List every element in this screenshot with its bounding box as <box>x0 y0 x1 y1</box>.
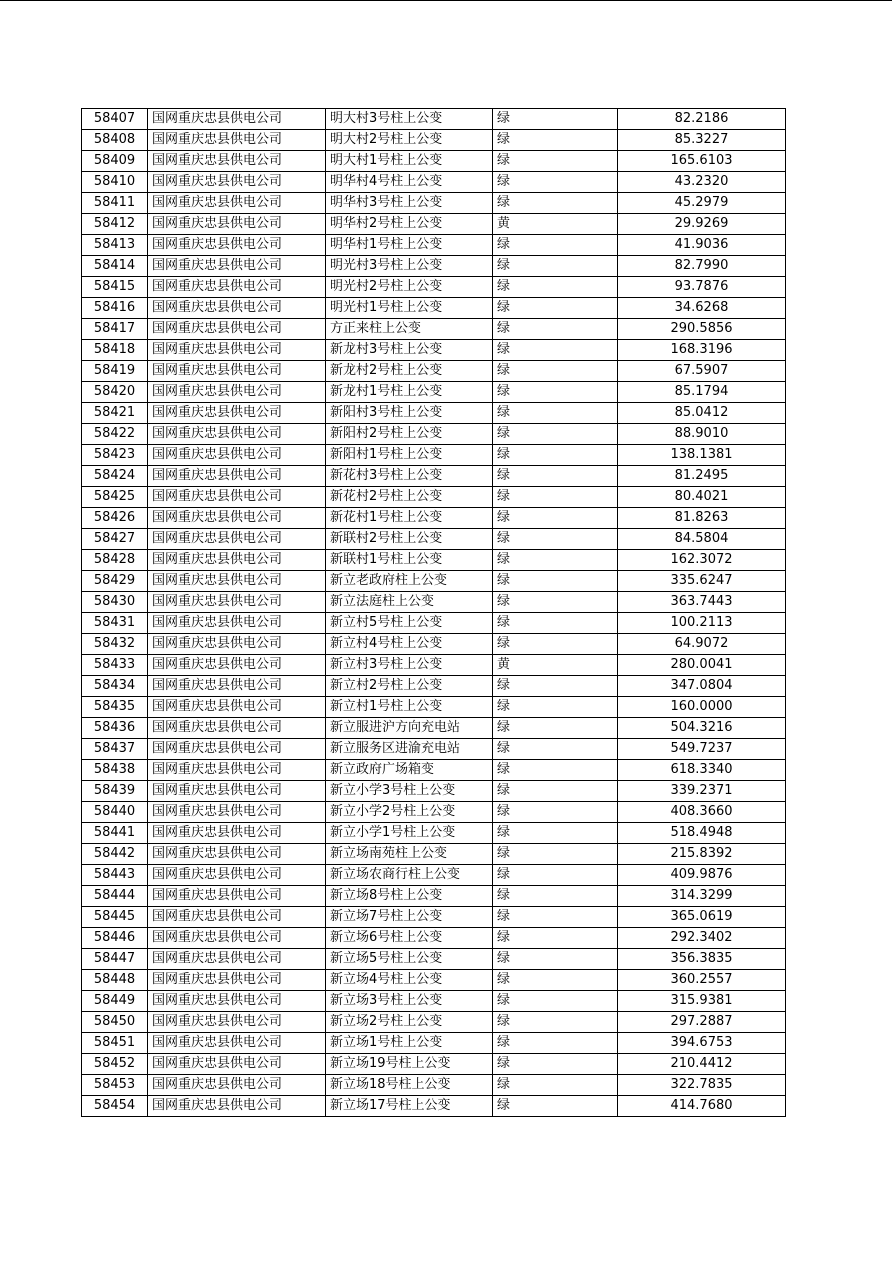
value-cell: 322.7835 <box>618 1075 786 1096</box>
station-cell: 新立场18号柱上公变 <box>326 1075 493 1096</box>
table-row <box>82 970 786 991</box>
row-id-cell: 58412 <box>82 214 148 235</box>
row-id-cell: 58449 <box>82 991 148 1012</box>
station-cell: 新立服进沪方向充电站 <box>326 718 493 739</box>
value-cell: 34.6268 <box>618 298 786 319</box>
status-color-cell: 绿 <box>493 109 618 130</box>
status-color-cell: 绿 <box>493 130 618 151</box>
value-cell: 618.3340 <box>618 760 786 781</box>
table-row <box>82 844 786 865</box>
value-cell: 280.0041 <box>618 655 786 676</box>
table-row <box>82 676 786 697</box>
value-cell: 82.7990 <box>618 256 786 277</box>
station-cell: 新立村2号柱上公变 <box>326 676 493 697</box>
station-cell: 明光村3号柱上公变 <box>326 256 493 277</box>
status-color-cell: 绿 <box>493 403 618 424</box>
row-id-cell: 58446 <box>82 928 148 949</box>
row-id-cell: 58444 <box>82 886 148 907</box>
value-cell: 82.2186 <box>618 109 786 130</box>
page-top-rule <box>0 0 892 1</box>
table-row <box>82 382 786 403</box>
status-color-cell: 绿 <box>493 1012 618 1033</box>
station-cell: 新立场1号柱上公变 <box>326 1033 493 1054</box>
row-id-cell: 58453 <box>82 1075 148 1096</box>
station-cell: 新立场17号柱上公变 <box>326 1096 493 1117</box>
company-cell: 国网重庆忠县供电公司 <box>148 1033 326 1054</box>
company-cell: 国网重庆忠县供电公司 <box>148 676 326 697</box>
station-cell: 新立村1号柱上公变 <box>326 697 493 718</box>
status-color-cell: 绿 <box>493 886 618 907</box>
company-cell: 国网重庆忠县供电公司 <box>148 991 326 1012</box>
station-cell: 方正来柱上公变 <box>326 319 493 340</box>
row-id-cell: 58424 <box>82 466 148 487</box>
station-cell: 新立场4号柱上公变 <box>326 970 493 991</box>
status-color-cell: 绿 <box>493 445 618 466</box>
data-table-body <box>82 109 786 1117</box>
row-id-cell: 58430 <box>82 592 148 613</box>
row-id-cell: 58450 <box>82 1012 148 1033</box>
table-row <box>82 1054 786 1075</box>
station-cell: 新立场5号柱上公变 <box>326 949 493 970</box>
row-id-cell: 58414 <box>82 256 148 277</box>
station-cell: 新立小学2号柱上公变 <box>326 802 493 823</box>
company-cell: 国网重庆忠县供电公司 <box>148 487 326 508</box>
table-row <box>82 151 786 172</box>
status-color-cell: 绿 <box>493 949 618 970</box>
row-id-cell: 58448 <box>82 970 148 991</box>
row-id-cell: 58432 <box>82 634 148 655</box>
row-id-cell: 58440 <box>82 802 148 823</box>
value-cell: 408.3660 <box>618 802 786 823</box>
status-color-cell: 绿 <box>493 823 618 844</box>
value-cell: 414.7680 <box>618 1096 786 1117</box>
status-color-cell: 绿 <box>493 907 618 928</box>
station-cell: 新立服务区进渝充电站 <box>326 739 493 760</box>
table-row <box>82 823 786 844</box>
station-cell: 明华村1号柱上公变 <box>326 235 493 256</box>
station-cell: 新立法庭柱上公变 <box>326 592 493 613</box>
row-id-cell: 58419 <box>82 361 148 382</box>
status-color-cell: 绿 <box>493 382 618 403</box>
row-id-cell: 58408 <box>82 130 148 151</box>
status-color-cell: 绿 <box>493 676 618 697</box>
company-cell: 国网重庆忠县供电公司 <box>148 739 326 760</box>
row-id-cell: 58407 <box>82 109 148 130</box>
row-id-cell: 58410 <box>82 172 148 193</box>
station-cell: 新立老政府柱上公变 <box>326 571 493 592</box>
table-row <box>82 277 786 298</box>
row-id-cell: 58425 <box>82 487 148 508</box>
company-cell: 国网重庆忠县供电公司 <box>148 802 326 823</box>
value-cell: 67.5907 <box>618 361 786 382</box>
status-color-cell: 绿 <box>493 550 618 571</box>
status-color-cell: 绿 <box>493 529 618 550</box>
company-cell: 国网重庆忠县供电公司 <box>148 466 326 487</box>
table-row <box>82 1012 786 1033</box>
table-row <box>82 592 786 613</box>
row-id-cell: 58435 <box>82 697 148 718</box>
company-cell: 国网重庆忠县供电公司 <box>148 403 326 424</box>
value-cell: 88.9010 <box>618 424 786 445</box>
company-cell: 国网重庆忠县供电公司 <box>148 445 326 466</box>
status-color-cell: 绿 <box>493 1054 618 1075</box>
company-cell: 国网重庆忠县供电公司 <box>148 508 326 529</box>
table-row <box>82 214 786 235</box>
status-color-cell: 绿 <box>493 928 618 949</box>
value-cell: 160.0000 <box>618 697 786 718</box>
status-color-cell: 绿 <box>493 1075 618 1096</box>
value-cell: 81.8263 <box>618 508 786 529</box>
station-cell: 新立村4号柱上公变 <box>326 634 493 655</box>
company-cell: 国网重庆忠县供电公司 <box>148 970 326 991</box>
station-cell: 明光村1号柱上公变 <box>326 298 493 319</box>
company-cell: 国网重庆忠县供电公司 <box>148 214 326 235</box>
status-color-cell: 绿 <box>493 844 618 865</box>
table-row <box>82 298 786 319</box>
status-color-cell: 绿 <box>493 508 618 529</box>
value-cell: 339.2371 <box>618 781 786 802</box>
row-id-cell: 58434 <box>82 676 148 697</box>
table-row <box>82 424 786 445</box>
company-cell: 国网重庆忠县供电公司 <box>148 928 326 949</box>
table-row <box>82 361 786 382</box>
station-cell: 新立村5号柱上公变 <box>326 613 493 634</box>
station-cell: 新立场6号柱上公变 <box>326 928 493 949</box>
station-cell: 新立场8号柱上公变 <box>326 886 493 907</box>
table-row <box>82 886 786 907</box>
table-row <box>82 634 786 655</box>
value-cell: 314.3299 <box>618 886 786 907</box>
company-cell: 国网重庆忠县供电公司 <box>148 634 326 655</box>
station-cell: 明大村3号柱上公变 <box>326 109 493 130</box>
station-cell: 新立小学3号柱上公变 <box>326 781 493 802</box>
status-color-cell: 绿 <box>493 802 618 823</box>
table-row <box>82 172 786 193</box>
row-id-cell: 58438 <box>82 760 148 781</box>
station-cell: 明华村4号柱上公变 <box>326 172 493 193</box>
company-cell: 国网重庆忠县供电公司 <box>148 424 326 445</box>
station-cell: 新立场2号柱上公变 <box>326 1012 493 1033</box>
row-id-cell: 58416 <box>82 298 148 319</box>
status-color-cell: 绿 <box>493 151 618 172</box>
row-id-cell: 58454 <box>82 1096 148 1117</box>
value-cell: 64.9072 <box>618 634 786 655</box>
table-row <box>82 781 786 802</box>
station-cell: 新花村1号柱上公变 <box>326 508 493 529</box>
station-cell: 新立场19号柱上公变 <box>326 1054 493 1075</box>
station-cell: 新立村3号柱上公变 <box>326 655 493 676</box>
station-cell: 明光村2号柱上公变 <box>326 277 493 298</box>
company-cell: 国网重庆忠县供电公司 <box>148 571 326 592</box>
station-cell: 明大村2号柱上公变 <box>326 130 493 151</box>
row-id-cell: 58409 <box>82 151 148 172</box>
table-row <box>82 865 786 886</box>
row-id-cell: 58415 <box>82 277 148 298</box>
value-cell: 365.0619 <box>618 907 786 928</box>
value-cell: 549.7237 <box>618 739 786 760</box>
value-cell: 81.2495 <box>618 466 786 487</box>
station-cell: 新立场7号柱上公变 <box>326 907 493 928</box>
company-cell: 国网重庆忠县供电公司 <box>148 613 326 634</box>
company-cell: 国网重庆忠县供电公司 <box>148 844 326 865</box>
table-row <box>82 235 786 256</box>
value-cell: 215.8392 <box>618 844 786 865</box>
row-id-cell: 58439 <box>82 781 148 802</box>
row-id-cell: 58443 <box>82 865 148 886</box>
company-cell: 国网重庆忠县供电公司 <box>148 886 326 907</box>
status-color-cell: 绿 <box>493 718 618 739</box>
value-cell: 162.3072 <box>618 550 786 571</box>
table-row <box>82 991 786 1012</box>
status-color-cell: 绿 <box>493 760 618 781</box>
company-cell: 国网重庆忠县供电公司 <box>148 1054 326 1075</box>
value-cell: 168.3196 <box>618 340 786 361</box>
value-cell: 347.0804 <box>618 676 786 697</box>
row-id-cell: 58418 <box>82 340 148 361</box>
table-row <box>82 109 786 130</box>
table-row <box>82 256 786 277</box>
row-id-cell: 58411 <box>82 193 148 214</box>
company-cell: 国网重庆忠县供电公司 <box>148 1075 326 1096</box>
status-color-cell: 绿 <box>493 613 618 634</box>
value-cell: 43.2320 <box>618 172 786 193</box>
row-id-cell: 58426 <box>82 508 148 529</box>
row-id-cell: 58451 <box>82 1033 148 1054</box>
table-row <box>82 739 786 760</box>
row-id-cell: 58417 <box>82 319 148 340</box>
row-id-cell: 58452 <box>82 1054 148 1075</box>
status-color-cell: 绿 <box>493 697 618 718</box>
status-color-cell: 绿 <box>493 361 618 382</box>
table-row <box>82 718 786 739</box>
company-cell: 国网重庆忠县供电公司 <box>148 718 326 739</box>
company-cell: 国网重庆忠县供电公司 <box>148 340 326 361</box>
company-cell: 国网重庆忠县供电公司 <box>148 655 326 676</box>
row-id-cell: 58423 <box>82 445 148 466</box>
value-cell: 315.9381 <box>618 991 786 1012</box>
row-id-cell: 58421 <box>82 403 148 424</box>
value-cell: 210.4412 <box>618 1054 786 1075</box>
status-color-cell: 绿 <box>493 193 618 214</box>
row-id-cell: 58437 <box>82 739 148 760</box>
company-cell: 国网重庆忠县供电公司 <box>148 529 326 550</box>
value-cell: 93.7876 <box>618 277 786 298</box>
status-color-cell: 绿 <box>493 634 618 655</box>
company-cell: 国网重庆忠县供电公司 <box>148 550 326 571</box>
row-id-cell: 58445 <box>82 907 148 928</box>
status-color-cell: 绿 <box>493 424 618 445</box>
table-row <box>82 319 786 340</box>
station-cell: 新联村1号柱上公变 <box>326 550 493 571</box>
company-cell: 国网重庆忠县供电公司 <box>148 760 326 781</box>
value-cell: 41.9036 <box>618 235 786 256</box>
table-row <box>82 760 786 781</box>
table-row <box>82 550 786 571</box>
table-row <box>82 193 786 214</box>
company-cell: 国网重庆忠县供电公司 <box>148 907 326 928</box>
row-id-cell: 58436 <box>82 718 148 739</box>
company-cell: 国网重庆忠县供电公司 <box>148 1012 326 1033</box>
value-cell: 85.0412 <box>618 403 786 424</box>
value-cell: 360.2557 <box>618 970 786 991</box>
value-cell: 409.9876 <box>618 865 786 886</box>
table-row <box>82 697 786 718</box>
status-color-cell: 绿 <box>493 970 618 991</box>
value-cell: 29.9269 <box>618 214 786 235</box>
table-row <box>82 340 786 361</box>
value-cell: 356.3835 <box>618 949 786 970</box>
value-cell: 100.2113 <box>618 613 786 634</box>
value-cell: 297.2887 <box>618 1012 786 1033</box>
table-row <box>82 487 786 508</box>
station-cell: 新龙村3号柱上公变 <box>326 340 493 361</box>
table-row <box>82 655 786 676</box>
company-cell: 国网重庆忠县供电公司 <box>148 319 326 340</box>
station-cell: 新立场农商行柱上公变 <box>326 865 493 886</box>
value-cell: 518.4948 <box>618 823 786 844</box>
value-cell: 80.4021 <box>618 487 786 508</box>
company-cell: 国网重庆忠县供电公司 <box>148 151 326 172</box>
value-cell: 85.3227 <box>618 130 786 151</box>
station-cell: 明大村1号柱上公变 <box>326 151 493 172</box>
station-cell: 明华村2号柱上公变 <box>326 214 493 235</box>
table-row <box>82 1096 786 1117</box>
company-cell: 国网重庆忠县供电公司 <box>148 949 326 970</box>
row-id-cell: 58442 <box>82 844 148 865</box>
row-id-cell: 58447 <box>82 949 148 970</box>
table-row <box>82 613 786 634</box>
table-row <box>82 928 786 949</box>
station-cell: 新花村3号柱上公变 <box>326 466 493 487</box>
station-cell: 新花村2号柱上公变 <box>326 487 493 508</box>
status-color-cell: 绿 <box>493 739 618 760</box>
company-cell: 国网重庆忠县供电公司 <box>148 256 326 277</box>
status-color-cell: 绿 <box>493 340 618 361</box>
table-row <box>82 802 786 823</box>
table-row <box>82 403 786 424</box>
table-row <box>82 130 786 151</box>
row-id-cell: 58441 <box>82 823 148 844</box>
row-id-cell: 58422 <box>82 424 148 445</box>
value-cell: 394.6753 <box>618 1033 786 1054</box>
row-id-cell: 58413 <box>82 235 148 256</box>
station-cell: 新立小学1号柱上公变 <box>326 823 493 844</box>
value-cell: 165.6103 <box>618 151 786 172</box>
company-cell: 国网重庆忠县供电公司 <box>148 298 326 319</box>
value-cell: 292.3402 <box>618 928 786 949</box>
company-cell: 国网重庆忠县供电公司 <box>148 1096 326 1117</box>
status-color-cell: 绿 <box>493 991 618 1012</box>
station-cell: 新联村2号柱上公变 <box>326 529 493 550</box>
status-color-cell: 绿 <box>493 865 618 886</box>
company-cell: 国网重庆忠县供电公司 <box>148 697 326 718</box>
station-cell: 新立政府广场箱变 <box>326 760 493 781</box>
company-cell: 国网重庆忠县供电公司 <box>148 172 326 193</box>
status-color-cell: 绿 <box>493 235 618 256</box>
station-cell: 新阳村1号柱上公变 <box>326 445 493 466</box>
row-id-cell: 58428 <box>82 550 148 571</box>
company-cell: 国网重庆忠县供电公司 <box>148 823 326 844</box>
table-row <box>82 1075 786 1096</box>
status-color-cell: 绿 <box>493 256 618 277</box>
company-cell: 国网重庆忠县供电公司 <box>148 277 326 298</box>
company-cell: 国网重庆忠县供电公司 <box>148 109 326 130</box>
status-color-cell: 绿 <box>493 319 618 340</box>
status-color-cell: 黄 <box>493 655 618 676</box>
status-color-cell: 绿 <box>493 1033 618 1054</box>
row-id-cell: 58431 <box>82 613 148 634</box>
table-row <box>82 1033 786 1054</box>
station-cell: 新立场3号柱上公变 <box>326 991 493 1012</box>
value-cell: 85.1794 <box>618 382 786 403</box>
station-cell: 新阳村3号柱上公变 <box>326 403 493 424</box>
status-color-cell: 黄 <box>493 214 618 235</box>
value-cell: 290.5856 <box>618 319 786 340</box>
company-cell: 国网重庆忠县供电公司 <box>148 865 326 886</box>
company-cell: 国网重庆忠县供电公司 <box>148 781 326 802</box>
table-row <box>82 466 786 487</box>
value-cell: 84.5804 <box>618 529 786 550</box>
company-cell: 国网重庆忠县供电公司 <box>148 382 326 403</box>
value-cell: 504.3216 <box>618 718 786 739</box>
table-row <box>82 508 786 529</box>
status-color-cell: 绿 <box>493 172 618 193</box>
table-row <box>82 571 786 592</box>
row-id-cell: 58420 <box>82 382 148 403</box>
status-color-cell: 绿 <box>493 571 618 592</box>
status-color-cell: 绿 <box>493 592 618 613</box>
table-row <box>82 907 786 928</box>
data-table <box>81 108 786 1117</box>
row-id-cell: 58427 <box>82 529 148 550</box>
row-id-cell: 58433 <box>82 655 148 676</box>
station-cell: 明华村3号柱上公变 <box>326 193 493 214</box>
value-cell: 335.6247 <box>618 571 786 592</box>
company-cell: 国网重庆忠县供电公司 <box>148 361 326 382</box>
station-cell: 新龙村2号柱上公变 <box>326 361 493 382</box>
company-cell: 国网重庆忠县供电公司 <box>148 130 326 151</box>
company-cell: 国网重庆忠县供电公司 <box>148 592 326 613</box>
status-color-cell: 绿 <box>493 466 618 487</box>
table-row <box>82 445 786 466</box>
station-cell: 新龙村1号柱上公变 <box>326 382 493 403</box>
table-row <box>82 529 786 550</box>
status-color-cell: 绿 <box>493 487 618 508</box>
status-color-cell: 绿 <box>493 298 618 319</box>
value-cell: 363.7443 <box>618 592 786 613</box>
status-color-cell: 绿 <box>493 1096 618 1117</box>
value-cell: 45.2979 <box>618 193 786 214</box>
status-color-cell: 绿 <box>493 781 618 802</box>
table-row <box>82 949 786 970</box>
company-cell: 国网重庆忠县供电公司 <box>148 235 326 256</box>
station-cell: 新阳村2号柱上公变 <box>326 424 493 445</box>
row-id-cell: 58429 <box>82 571 148 592</box>
company-cell: 国网重庆忠县供电公司 <box>148 193 326 214</box>
value-cell: 138.1381 <box>618 445 786 466</box>
station-cell: 新立场南苑柱上公变 <box>326 844 493 865</box>
status-color-cell: 绿 <box>493 277 618 298</box>
